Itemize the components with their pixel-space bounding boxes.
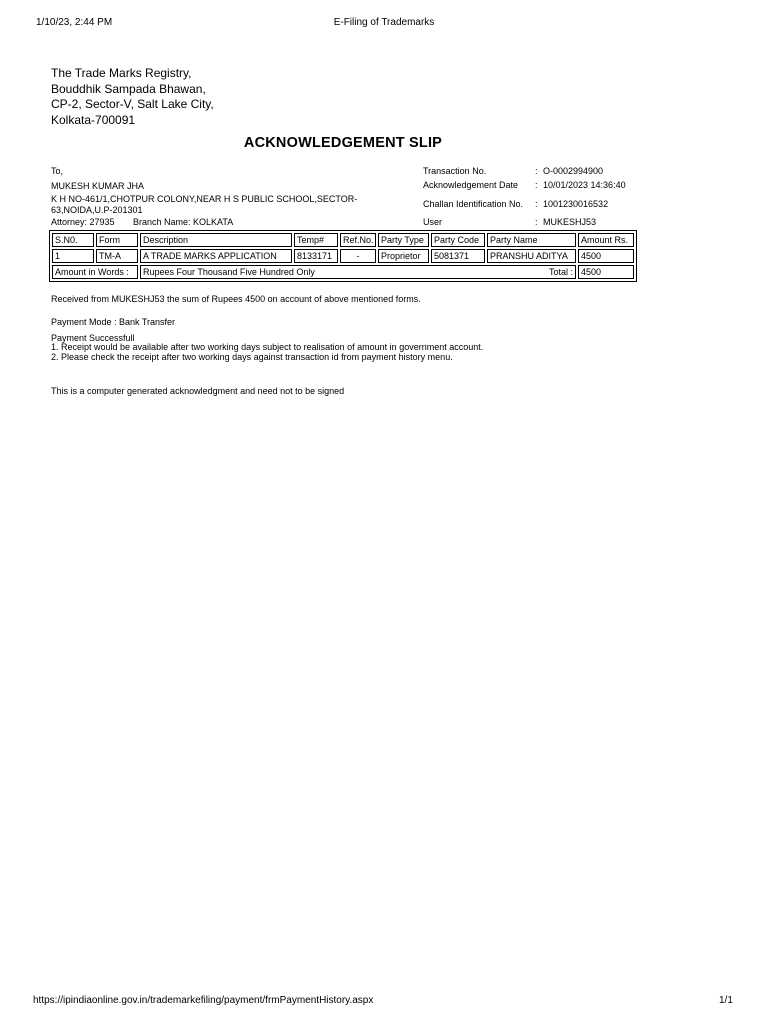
column-header: Description [140, 233, 292, 247]
payment-mode: Payment Mode : Bank Transfer [51, 317, 176, 327]
column-header: Party Name [487, 233, 576, 247]
print-page-title: E-Filing of Trademarks [333, 17, 435, 28]
table-cell: TM-A [96, 249, 138, 263]
slip-title: ACKNOWLEDGEMENT SLIP [243, 135, 443, 151]
attorney-number: Attorney: 27935 [51, 217, 115, 227]
transaction-row-label: Transaction No. [423, 166, 487, 176]
column-header: Amount Rs. [578, 233, 634, 247]
column-header: Form [96, 233, 138, 247]
table-row [52, 249, 634, 263]
transaction-row-label: Challan Identification No. [423, 199, 524, 209]
registry-address-line: Bouddhik Sampada Bhawan, [51, 81, 206, 96]
disclaimer: This is a computer generated acknowledgment and need not to be signed [51, 386, 345, 396]
transaction-number: O-0002994900 [543, 166, 604, 176]
registry-address [51, 66, 214, 128]
recipient-name: MUKESH KUMAR JHA [51, 181, 145, 191]
column-header: Party Type [378, 233, 429, 247]
registry-address-line: Kolkata-700091 [51, 112, 136, 127]
page-url: https://ipindiaonline.gov.in/trademarkefiling/payment/frmPaymentHistory.aspx [33, 995, 374, 1006]
column-header: Temp# [294, 233, 338, 247]
branch-name: Branch Name: KOLKATA [133, 217, 234, 227]
amount-words-row [52, 265, 634, 279]
amount-words-text: Rupees Four Thousand Five Hundred Only [143, 267, 315, 277]
transaction-row-colon: : [535, 180, 538, 190]
total-label: Total : [548, 267, 573, 277]
amount-words-label: Amount in Words : [52, 265, 138, 279]
column-header: S.N0. [52, 233, 94, 247]
note-line: 1. Receipt would be available after two working days subject to realisation of amount in government account. [51, 342, 484, 352]
user-id: MUKESHJ53 [543, 217, 597, 227]
note-line: 2. Please check the receipt after two working days against transaction id from payment history menu. [51, 352, 453, 362]
recipient-address: K H NO-461/1,CHOTPUR COLONY,NEAR H S PUBLIC SCHOOL,SECTOR-63,NOIDA,U.P-201301 [51, 194, 358, 215]
acknowledgement-date: 10/01/2023 14:36:40 [543, 180, 626, 190]
transaction-row-colon: : [535, 166, 538, 176]
table-header-row [52, 233, 634, 247]
fee-table [49, 230, 637, 282]
amount-words-value [140, 265, 576, 279]
to-label: To, [51, 166, 64, 176]
table-cell: 4500 [578, 249, 634, 263]
transaction-row-label: User [423, 217, 443, 227]
table-cell: 8133171 [294, 249, 338, 263]
table-cell: Proprietor [378, 249, 429, 263]
registry-address-line: CP-2, Sector-V, Salt Lake City, [51, 97, 214, 111]
table-cell: PRANSHU ADITYA [487, 249, 576, 263]
print-datetime: 1/10/23, 2:44 PM [36, 17, 113, 28]
payment-status: Payment Successfull [51, 333, 135, 343]
print-header [0, 17, 768, 31]
table-cell: - [340, 249, 376, 263]
table-cell: 1 [52, 249, 94, 263]
transaction-row-colon: : [535, 199, 538, 209]
challan-number: 1001230016532 [543, 199, 609, 209]
table-cell: A TRADE MARKS APPLICATION [140, 249, 292, 263]
attorney-line [51, 217, 234, 227]
table-cell: 5081371 [431, 249, 485, 263]
transaction-row-label: Acknowledgement Date [423, 180, 519, 190]
total-amount: 4500 [578, 265, 634, 279]
column-header: Ref.No. [340, 233, 376, 247]
transaction-row-colon: : [535, 217, 538, 227]
registry-address-line: The Trade Marks Registry, [51, 66, 192, 80]
column-header: Party Code [431, 233, 485, 247]
received-statement: Received from MUKESHJ53 the sum of Rupees 4500 on account of above mentioned forms. [51, 294, 421, 304]
page-number: 1/1 [719, 995, 733, 1006]
